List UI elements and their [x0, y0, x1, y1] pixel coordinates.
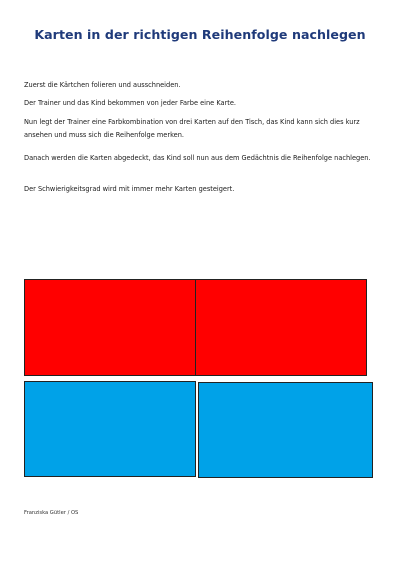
page-title: Karten in der richtigen Reihenfolge nachlegen [34, 27, 366, 42]
blue-card-right [198, 382, 373, 478]
paragraph-instructions-4: Danach werden die Karten abgedeckt, das Kind soll nun aus dem Gedächtnis die Reihenfolge nachlegen. [24, 154, 371, 162]
paragraph-instructions-2: Der Trainer und das Kind bekommen von jeder Farbe eine Karte. [24, 99, 237, 107]
red-card-right [195, 279, 367, 376]
blue-card-left [24, 381, 196, 477]
paragraph-instructions-3: Nun legt der Trainer eine Farbkombination von drei Karten auf den Tisch, das Kind kann sich dies kurz ansehen und muss sich die Reihenfolge merken. [24, 118, 360, 139]
paragraph-instructions-5: Der Schwierigkeitsgrad wird mit immer mehr Karten gesteigert. [24, 185, 235, 193]
red-card-left [24, 279, 196, 376]
paragraph-instructions-1: Zuerst die Kärtchen folieren und ausschneiden. [24, 81, 181, 89]
footer-author: Franziska Gütler / OS [24, 510, 79, 516]
